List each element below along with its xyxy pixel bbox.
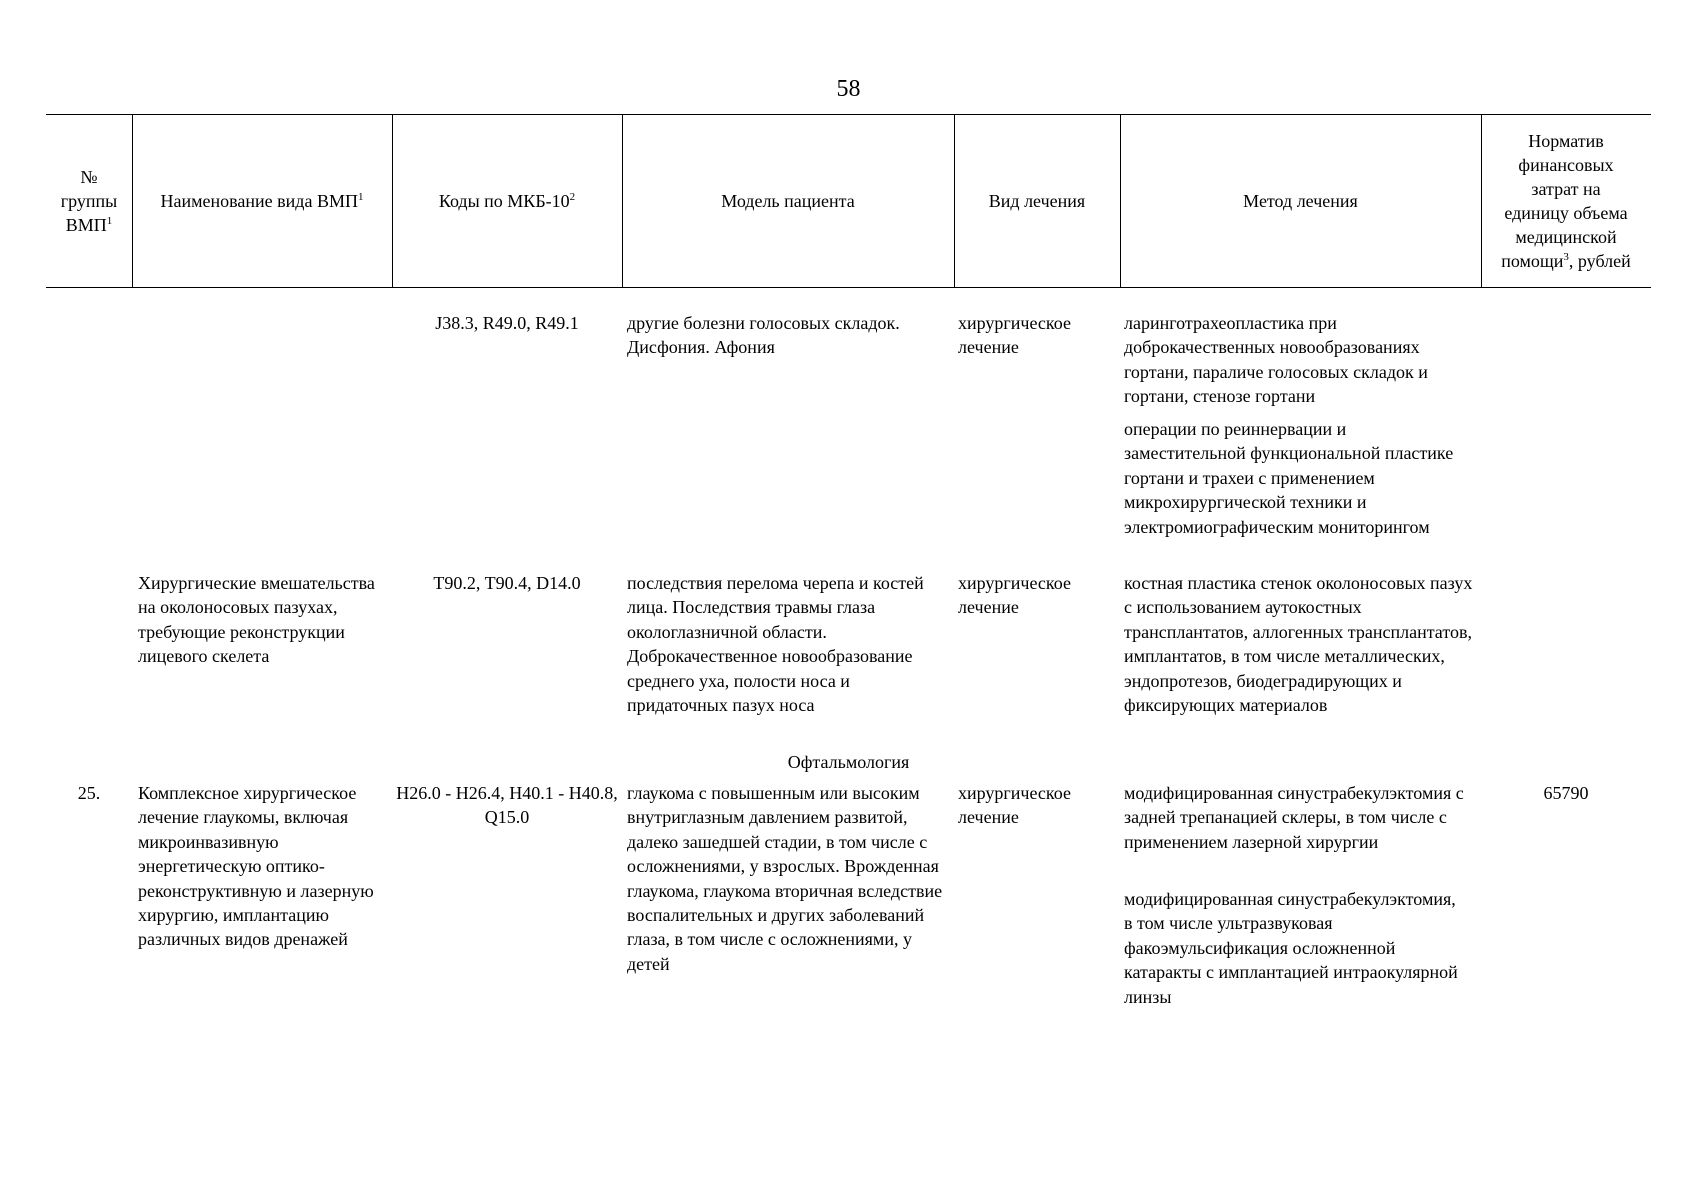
row2-treatment: хирургическое лечение: [958, 573, 1071, 618]
row2-codes: T90.2, T90.4, D14.0: [433, 573, 581, 593]
row25-codes: H26.0 - H26.4, H40.1 - H40.8, Q15.0: [396, 783, 618, 828]
row25-treatment: хирургическое лечение: [958, 783, 1071, 828]
row2-name: Хирургические вмешательства на околоносовых пазухах, требующие реконструкции лицевого скелета: [138, 573, 375, 667]
row25-group-no: 25.: [77, 783, 101, 803]
header-bottom-rule: [46, 287, 1651, 288]
row2-model: последствия перелома черепа и костей лица. Последствия травмы глаза окологлазничной области. Доброкачественное новообразование среднего уха, полости носа и придаточных пазух носа: [627, 573, 924, 716]
row1-codes: J38.3, R49.0, R49.1: [435, 313, 579, 333]
row1-method-1: ларинготрахеопластика при доброкачественных новообразованиях гортани, параличе голосовых складок и гортани, стенозе гортани: [1124, 313, 1428, 407]
row25-cost: 65790: [1543, 783, 1589, 803]
header-group-no: № группы ВМП$^1$: [60, 166, 118, 235]
row1-treatment: хирургическое лечение: [958, 313, 1071, 358]
header-treatment: Вид лечения: [988, 190, 1086, 211]
row25-name: Комплексное хирургическое лечение глаукомы, включая микроинвазивную энергетическую оптико-реконструктивную и лазерную хирургию, имплантацию различных видов дренажей: [138, 783, 374, 950]
row25-method-2: модифицированная синустрабекулэктомия, в том числе ультразвуковая факоэмульсификация осложненной катаракты с имплантацией интраокулярной линзы: [1124, 889, 1458, 1007]
header-model: Модель пациента: [721, 190, 855, 211]
header-codes: Коды по МКБ-$10^2$: [438, 190, 576, 211]
section-title: Офтальмология: [787, 752, 910, 772]
row25-method-1: модифицированная синустрабекулэктомия с задней трепанацией склеры, в том числе с применением лазерной хирургии: [1124, 783, 1464, 852]
header-method: Метод лечения: [1243, 190, 1358, 211]
row25-model: глаукома с повышенным или высоким внутриглазным давлением развитой, далеко зашедшей стадии, в том числе с осложнениями, у взрослых. Врожденная глаукома, глаукома вторичная вследствие воспалительных и других заболеваний глаза, в том числе с осложнениями, у детей: [627, 783, 943, 974]
row2-method: костная пластика стенок околоносовых пазух с использованием аутокостных трансплантатов, аллогенных трансплантатов, имплантатов, в том числе металлических, эндопротезов, биодеградирующих и фиксирующих материалов: [1124, 573, 1473, 716]
row1-model: другие болезни голосовых складок. Дисфония. Афония: [627, 313, 900, 358]
header-cost: Норматив финансовых затрат на единицу объема медицинской помощи$^3$, рублей: [1501, 130, 1631, 271]
row1-method-2: операции по реиннервации и заместительной функциональной пластике гортани и трахеи с применением микрохирургической техники и электромиографическим мониторингом: [1124, 419, 1454, 537]
page-number: 58: [836, 76, 861, 102]
header-name: Наименование вида ВМП$^1$: [160, 190, 364, 211]
